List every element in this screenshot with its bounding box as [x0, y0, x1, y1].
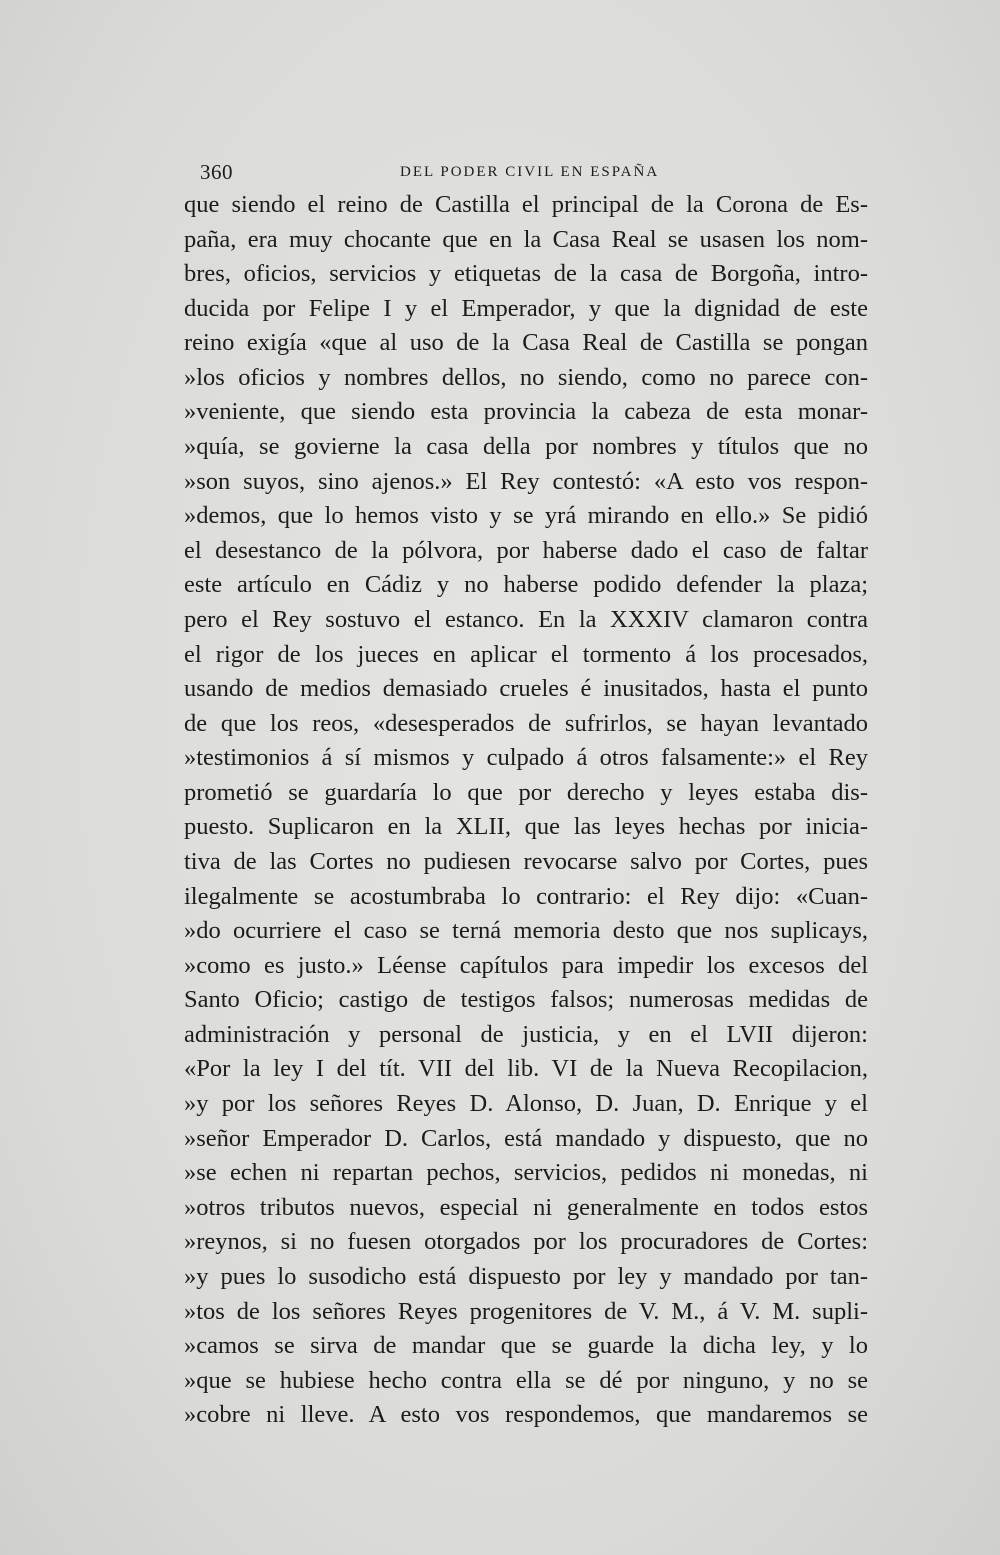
text-line: ilegalmente se acostumbraba lo contrario: el Rey dijo: «Cuan- — [184, 882, 868, 910]
text-line: usando de medios demasiado crueles é inusitados, hasta el punto — [184, 675, 868, 703]
text-line: »veniente, que siendo esta provincia la cabeza de esta monar- — [184, 398, 868, 426]
text-line: »camos se sirva de mandar que se guarde la dicha ley, y lo — [184, 1332, 868, 1360]
text-line: »señor Emperador D. Carlos, está mandado y dispuesto, que no — [184, 1124, 868, 1152]
text-line: »testimonios á sí mismos y culpado á otros falsamente:» el Rey — [184, 744, 868, 772]
running-head: DEL PODER CIVIL EN ESPAÑA — [400, 164, 660, 180]
text-line: de que los reos, «desesperados de sufrirlos, se hayan levantado — [184, 709, 868, 737]
text-line: este artículo en Cádiz y no haberse podido defender la plaza; — [184, 571, 868, 599]
text-line: el desestanco de la pólvora, por haberse dado el caso de faltar — [184, 536, 868, 564]
text-line: paña, era muy chocante que en la Casa Real se usasen los nom- — [184, 225, 868, 253]
text-line: »los oficios y nombres dellos, no siendo, como no parece con- — [184, 363, 868, 391]
text-line: »que se hubiese hecho contra ella se dé por ninguno, y no se — [184, 1366, 868, 1394]
text-line: que siendo el reino de Castilla el principal de la Corona de Es- — [184, 191, 868, 218]
text-line: administración y personal de justicia, y en el LVII dijeron: — [184, 1020, 868, 1048]
text-line: »reynos, si no fuesen otorgados por los procuradores de Cortes: — [184, 1228, 868, 1256]
text-line: »y por los señores Reyes D. Alonso, D. Juan, D. Enrique y el — [184, 1090, 868, 1118]
text-line: pero el Rey sostuvo el estanco. En la XXXIV clamaron contra — [184, 605, 868, 633]
text-line: »como es justo.» Léense capítulos para impedir los excesos del — [184, 951, 868, 979]
text-line: reino exigía «que al uso de la Casa Real de Castilla se pongan — [184, 329, 868, 357]
text-line: «Por la ley I del tít. VII del lib. VI de la Nueva Recopilacion, — [184, 1055, 868, 1083]
page-header — [200, 160, 860, 186]
text-line: »son suyos, sino ajenos.» El Rey contestó: «A esto vos respon- — [184, 467, 868, 495]
text-line: »cobre ni lleve. A esto vos respondemos, que mandaremos se — [184, 1401, 868, 1429]
text-line: »tos de los señores Reyes progenitores de V. M., á V. M. supli- — [184, 1297, 868, 1325]
text-line: Santo Oficio; castigo de testigos falsos; numerosas medidas de — [184, 986, 868, 1014]
text-line: bres, oficios, servicios y etiquetas de la casa de Borgoña, intro- — [184, 260, 868, 288]
text-line: puesto. Suplicaron en la XLII, que las leyes hechas por inicia- — [184, 813, 868, 841]
body-text — [184, 188, 868, 1433]
text-line: »demos, que lo hemos visto y se yrá mirando en ello.» Se pidió — [184, 502, 868, 530]
text-line: »do ocurriere el caso se terná memoria desto que nos suplicays, — [184, 917, 868, 945]
text-line: »quía, se govierne la casa della por nombres y títulos que no — [184, 433, 868, 461]
text-line: prometió se guardaría lo que por derecho y leyes estaba dis- — [184, 778, 868, 806]
page-number: 360 — [200, 160, 233, 184]
text-line: el rigor de los jueces en aplicar el tormento á los procesados, — [184, 640, 868, 668]
text-line: »se echen ni repartan pechos, servicios, pedidos ni monedas, ni — [184, 1159, 868, 1187]
text-line: »y pues lo susodicho está dispuesto por ley y mandado por tan- — [184, 1262, 868, 1290]
text-line: tiva de las Cortes no pudiesen revocarse salvo por Cortes, pues — [184, 847, 868, 875]
text-line: »otros tributos nuevos, especial ni generalmente en todos estos — [184, 1193, 868, 1221]
text-line: ducida por Felipe I y el Emperador, y que la dignidad de este — [184, 294, 868, 322]
